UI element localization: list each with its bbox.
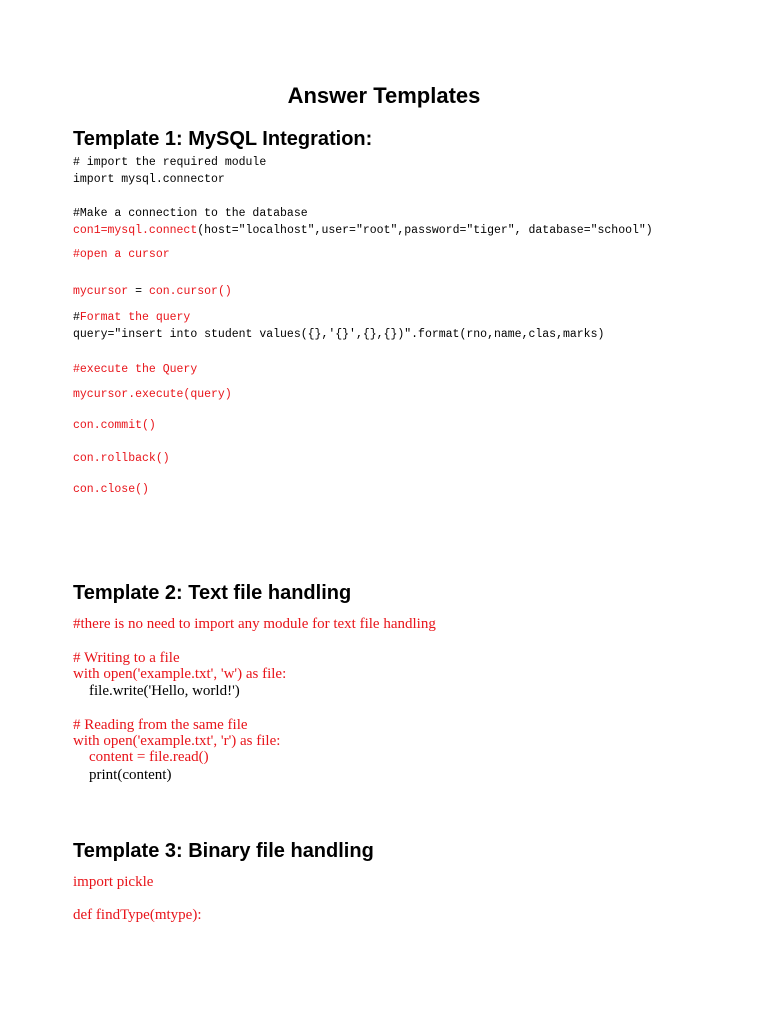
code-import-line: import mysql.connector (73, 173, 225, 186)
code-import-pickle: import pickle (73, 874, 154, 890)
code-format-hash: # (73, 311, 80, 324)
code-connect-args: (host="localhost",user="root",password="tiger", database="school") (197, 224, 653, 237)
code-cursor-lhs: mycursor (73, 285, 129, 298)
code-comment-write: # Writing to a file (73, 650, 180, 666)
code-comment-connect: #Make a connection to the database (73, 207, 308, 220)
code-cursor-rhs: con.cursor() (148, 285, 232, 298)
template1-heading: Template 1: MySQL Integration: (73, 128, 373, 150)
code-def-line: def findType(mtype): (73, 907, 202, 923)
code-rollback-line: con.rollback() (73, 452, 170, 465)
code-open-read: with open('example.txt', 'r') as file: (73, 733, 281, 749)
code-close-line: con.close() (73, 483, 149, 496)
code-comment-format (73, 309, 190, 326)
code-open-write: with open('example.txt', 'w') as file: (73, 666, 287, 682)
code-query-line: query="insert into student values({},'{}',{},{})".format(rno,name,clas,marks) (73, 328, 605, 341)
template2-heading: Template 2: Text file handling (73, 582, 352, 604)
code-connect-line (73, 222, 653, 239)
code-cursor-line (73, 283, 232, 300)
text-note: #there is no need to import any module for text file handling (73, 616, 436, 632)
code-format-text: Format the query (79, 311, 191, 324)
code-cursor-eq: = (128, 285, 149, 298)
page-title: Answer Templates (287, 83, 481, 108)
code-commit-line: con.commit() (73, 419, 156, 432)
code-comment-execute: #execute the Query (73, 363, 198, 376)
code-comment-read: # Reading from the same file (73, 717, 248, 733)
code-connect-call: con1=mysql.connect (73, 224, 198, 237)
code-write-line: file.write('Hello, world!') (89, 683, 240, 699)
code-read-line: content = file.read() (89, 749, 209, 765)
code-comment-cursor: #open a cursor (73, 248, 170, 261)
code-comment-import: # import the required module (73, 156, 267, 169)
template3-heading: Template 3: Binary file handling (73, 840, 374, 862)
code-execute-line: mycursor.execute(query) (73, 388, 232, 401)
code-print-line: print(content) (89, 767, 172, 783)
